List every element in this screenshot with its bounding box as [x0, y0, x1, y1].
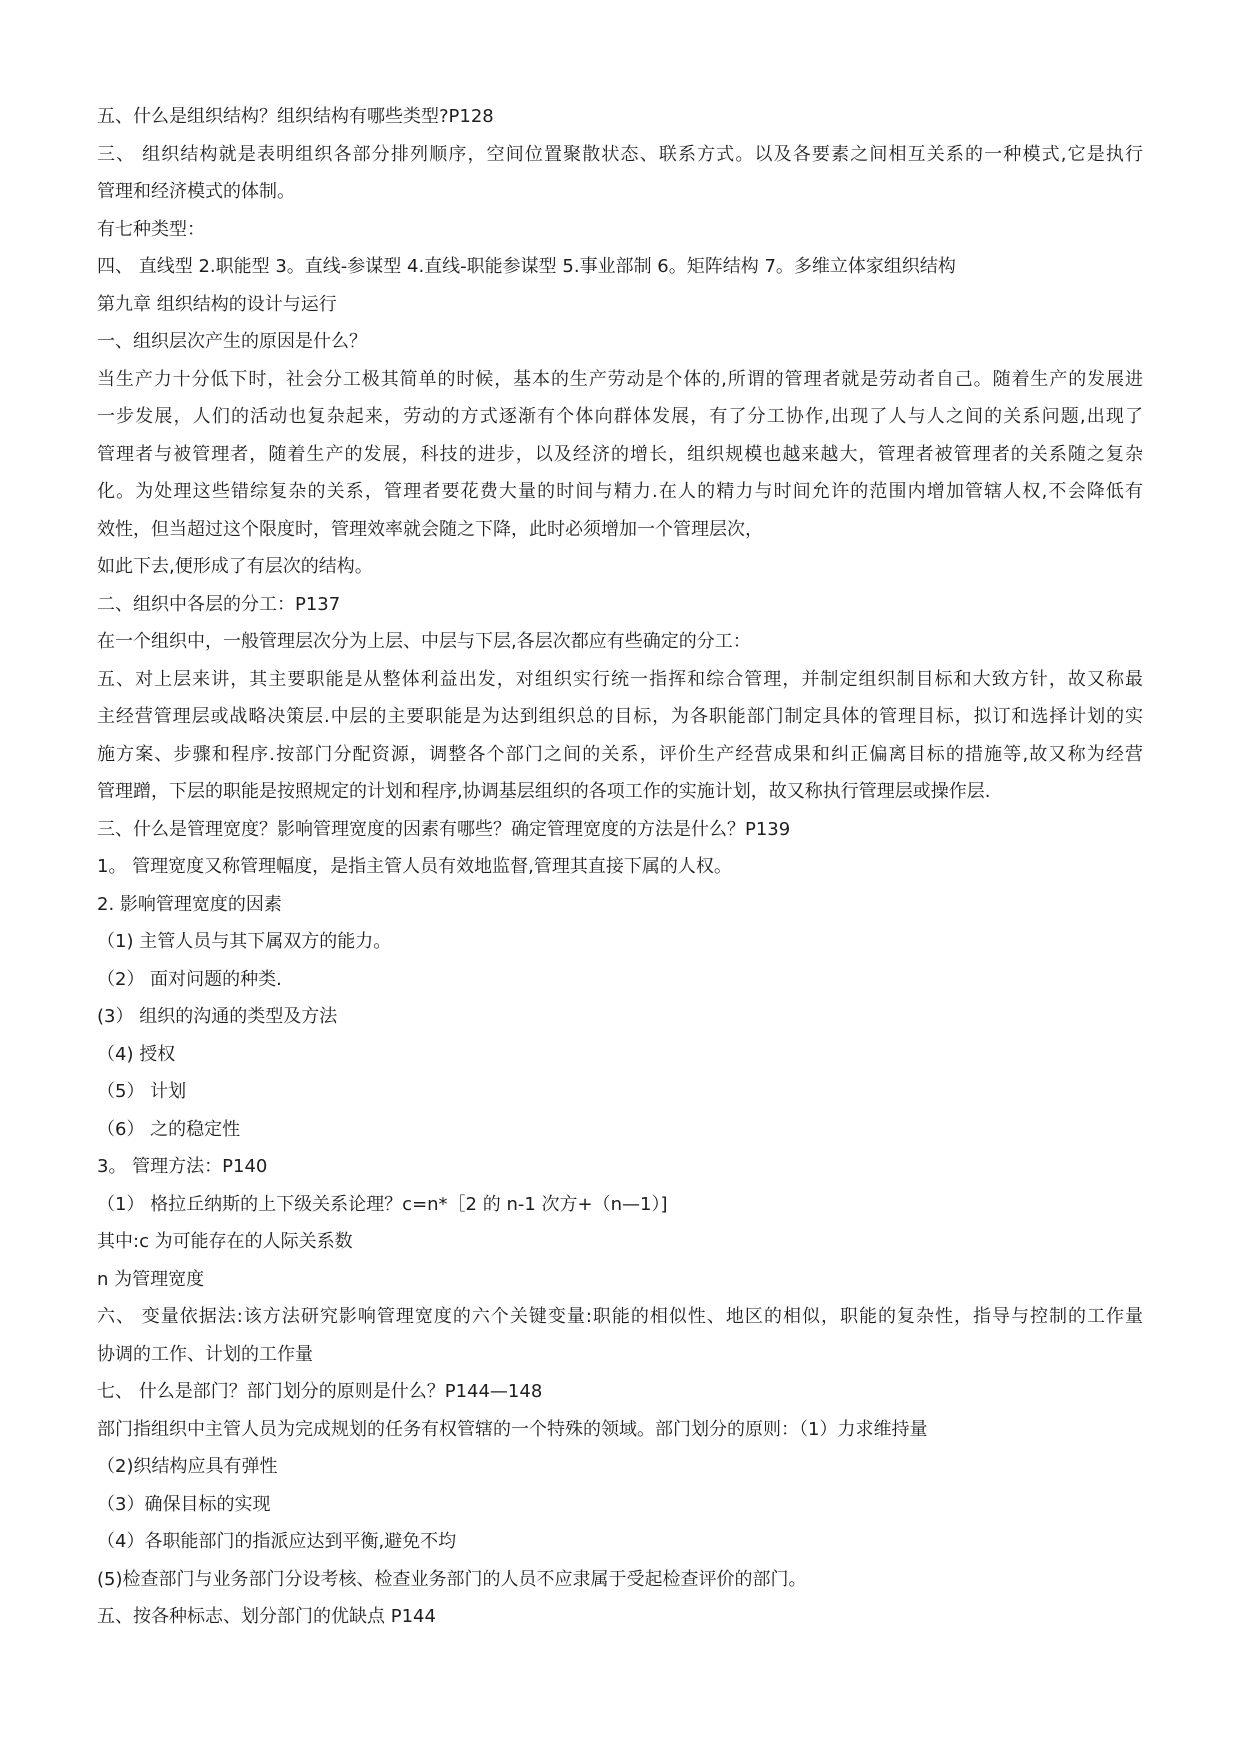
subheading: 3。 管理方法：P140	[97, 1156, 268, 1177]
answer-line: 主经营管理层或战略决策层.中层的主要职能是为达到组织总的目标，为各职能部门制定具体的管理目标，拟订和选择计划的实	[97, 706, 1143, 727]
question-heading: 五、什么是组织结构？组织结构有哪些类型?P128	[97, 106, 494, 127]
subheading: 2. 影响管理宽度的因素	[97, 893, 282, 915]
answer-line: 五、对上层来讲，其主要职能是从整体利益出发，对组织实行统一指挥和综合管理，并制定组织制目标和大致方针，故又称最	[97, 668, 1143, 690]
answer-line: 三、 组织结构就是表明组织各部分排列顺序，空间位置聚散状态、联系方式。以及各要素之间相互关系的一种模式,它是执行	[97, 143, 1143, 165]
list-item: （2)织结构应具有弹性	[97, 1456, 278, 1477]
answer-line: 管理蹭，下层的职能是按照规定的计划和程序,协调基层组织的各项工作的实施计划，故又称执行管理层或操作层.	[97, 781, 991, 802]
answer-line: 四、 直线型 2.职能型 3。直线-参谋型 4.直线-职能参谋型 5.事业部制 6。矩阵结构 7。多维立体家组织结构	[97, 256, 956, 277]
question-heading: 五、按各种标志、划分部门的优缺点 P144	[97, 1606, 436, 1627]
answer-line: 当生产力十分低下时，社会分工极其简单的时候，基本的生产劳动是个体的,所谓的管理者就是劳动者自己。随着生产的发展进	[97, 368, 1143, 390]
answer-line: 一步发展，人们的活动也复杂起来，劳动的方式逐渐有个体向群体发展，有了分工协作,出现了人与人之间的关系问题,出现了	[97, 406, 1143, 427]
answer-line: 管理和经济模式的体制。	[97, 181, 295, 202]
chapter-title: 第九章 组织结构的设计与运行	[97, 293, 337, 315]
list-item: （5） 计划	[97, 1081, 187, 1102]
answer-line: 六、 变量依据法:该方法研究影响管理宽度的六个关键变量:职能的相似性、地区的相似，职能的复杂性，指导与控制的工作量	[97, 1306, 1143, 1327]
formula-note: n 为管理宽度	[97, 1268, 205, 1290]
list-item: （1) 主管人员与其下属双方的能力。	[97, 931, 392, 952]
list-item: （4）各职能部门的指派应达到平衡,避免不均	[97, 1531, 457, 1552]
answer-line: 有七种类型：	[97, 218, 205, 240]
list-item: (3） 组织的沟通的类型及方法	[97, 1006, 338, 1027]
list-item: （4) 授权	[97, 1043, 176, 1065]
answer-line: 在一个组织中，一般管理层次分为上层、中层与下层,各层次都应有些确定的分工：	[97, 631, 751, 652]
question-heading: 一、组织层次产生的原因是什么？	[97, 331, 367, 352]
answer-line: 施方案、步骤和程序.按部门分配资源，调整各个部门之间的关系，评价生产经营成果和纠正偏离目标的措施等,故又称为经营	[97, 743, 1143, 765]
question-heading: 三、什么是管理宽度？影响管理宽度的因素有哪些？确定管理宽度的方法是什么？P139	[97, 818, 791, 840]
list-item: （6） 之的稳定性	[97, 1118, 241, 1140]
answer-line: 1。 管理宽度又称管理幅度，是指主管人员有效地监督,管理其直接下属的人权。	[97, 856, 732, 877]
list-item: (5)检查部门与业务部门分设考核、检查业务部门的人员不应隶属于受起检查评价的部门。	[97, 1568, 807, 1590]
formula-line: （1） 格拉丘纳斯的上下级关系论理？c=n*［2 的 n-1 次方+（n—1）]	[97, 1193, 668, 1215]
answer-line: 如此下去,便形成了有层次的结构。	[97, 556, 373, 577]
answer-line: 管理者与被管理者，随着生产的发展，科技的进步，以及经济的增长，组织规模也越来越大，管理者被管理者的关系随之复杂	[97, 443, 1143, 465]
list-item: （3）确保目标的实现	[97, 1493, 271, 1515]
answer-line: 效性，但当超过这个限度时，管理效率就会随之下降，此时必须增加一个管理层次，	[97, 518, 763, 540]
list-item: （2） 面对问题的种类.	[97, 968, 282, 990]
formula-note: 其中:c 为可能存在的人际关系数	[97, 1231, 353, 1252]
question-heading: 七、 什么是部门？部门划分的原则是什么？P144—148	[97, 1381, 543, 1402]
answer-line: 部门指组织中主管人员为完成规划的任务有权管辖的一个特殊的领域。部门划分的原则：（1）力求维持量	[97, 1418, 928, 1440]
answer-line: 协调的工作、计划的工作量	[97, 1343, 313, 1365]
question-heading: 二、组织中各层的分工：P137	[97, 593, 341, 615]
answer-line: 化。为处理这些错综复杂的关系，管理者要花费大量的时间与精力.在人的精力与时间允许的范围内增加管辖人权,不会降低有	[97, 481, 1143, 502]
document-body	[97, 98, 1157, 1636]
